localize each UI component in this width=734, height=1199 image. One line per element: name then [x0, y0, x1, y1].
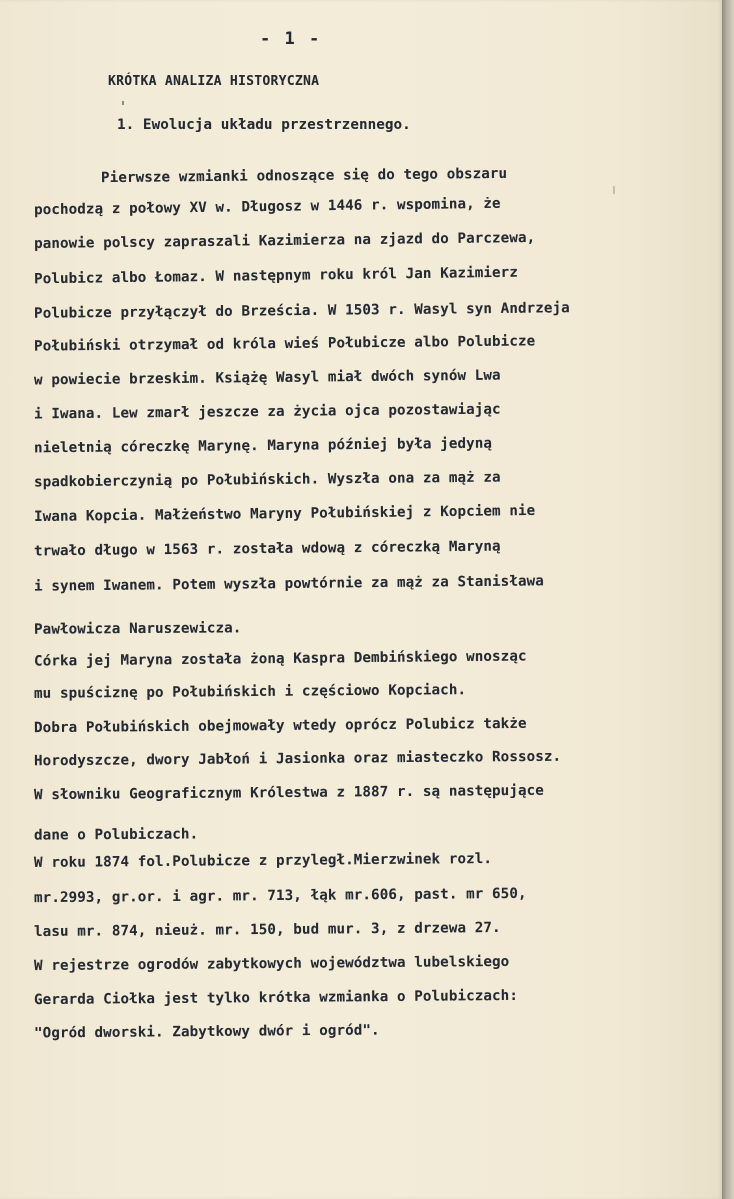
text-line: pochodzą z połowy XV w. Długosz w 1446 r. wspomina, że: [33, 195, 501, 219]
text-line: lasu mr. 874, nieuż. mr. 150, bud mur. 3, z drzewa 27.: [33, 919, 501, 941]
text-line: Polubicz albo Łomaz. W następnym roku król Jan Kazimierz: [33, 264, 519, 288]
text-line: i synem Iwanem. Potem wyszła powtórnie za mąż za Stanisława: [33, 573, 544, 595]
text-line: Gerarda Ciołka jest tylko krótka wzmianka o Polubiczach:: [33, 987, 518, 1009]
text-line: "Ogród dworski. Zabytkowy dwór i ogród".: [33, 1022, 380, 1042]
text-line: w powiecie brzeskim. Książę Wasyl miał dwóch synów Lwa: [33, 367, 501, 389]
section-subheading: 1. Ewolucja układu przestrzennego.: [117, 117, 411, 133]
text-line: Połubiński otrzymał od króla wieś Połubicze albo Polubicze: [33, 333, 536, 355]
page-number: - 1 -: [260, 29, 322, 49]
margin-mark: [613, 186, 615, 194]
text-line: mr.2993, gr.or. i agr. mr. 713, łąk mr.606, past. mr 650,: [33, 885, 527, 907]
text-line: W roku 1874 fol.Polubicze z przyległ.Mierzwinek rozl.: [33, 851, 493, 871]
text-line: Córka jej Maryna została żoną Kaspra Dembińskiego wnosząc: [33, 648, 527, 670]
text-line: spadkobierczynią po Połubińskich. Wyszła ona za mąż za: [33, 469, 501, 491]
text-line: W słowniku Geograficznym Królestwa z 1887 r. są następujące: [33, 782, 544, 804]
text-line: mu spuściznę po Połubińskich i częściowo Kopciach.: [33, 682, 467, 702]
text-line: nieletnią córeczkę Marynę. Maryna później była jedyną: [33, 435, 493, 457]
text-line: Pierwsze wzmianki odnoszące się do tego obszaru: [100, 165, 508, 187]
text-line: W rejestrze ogrodów zabytkowych województwa lubelskiego: [33, 953, 510, 975]
text-line: dane o Polubiczach.: [33, 826, 199, 844]
text-line: Horodyszcze, dwory Jabłoń i Jasionka oraz miasteczko Rossosz.: [33, 748, 562, 770]
text-line: Dobra Połubińskich obejmowały wtedy oprócz Polubicz także: [33, 715, 527, 737]
text-line: panowie polscy zapraszali Kazimierza na zjazd do Parczewa,: [33, 229, 536, 253]
text-line: Polubicze przyłączył do Brześcia. W 1503 r. Wasyl syn Andrzeja: [33, 300, 570, 322]
text-line: Iwana Kopcia. Małżeństwo Maryny Połubińskiej z Kopciem nie: [33, 502, 536, 526]
document-heading: KRÓTKA ANALIZA HISTORYCZNA: [108, 74, 320, 89]
text-line: i Iwana. Lew zmarł jeszcze za życia ojca pozostawiając: [33, 401, 501, 423]
text-line: trwało długo w 1563 r. została wdową z córeczką Maryną: [33, 538, 501, 560]
page-edge-shadow: [722, 0, 734, 1199]
text-line: Pawłowicza Naruszewicza.: [33, 620, 242, 638]
